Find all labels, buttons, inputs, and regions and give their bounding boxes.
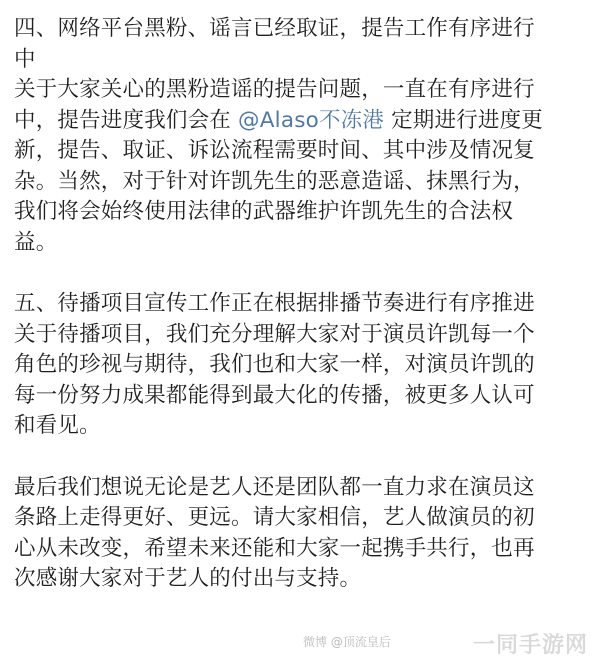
paragraph-5 bbox=[14, 289, 584, 442]
text-line: 杂。当然，对于针对许凯先生的恶意造谣、抹黑行为， bbox=[14, 168, 535, 194]
text-segment: 定期进行进度更 bbox=[384, 107, 543, 133]
paragraph-closing bbox=[14, 473, 584, 595]
document-body bbox=[14, 14, 584, 626]
text-line: 和看见。 bbox=[14, 413, 101, 438]
text-line: 关于大家关心的黑粉造谣的提告问题，一直在有序进行 bbox=[14, 77, 535, 102]
text-line: 次感谢大家对于艺人的付出与支持。 bbox=[14, 566, 362, 591]
text-line: 每一份努力成果都能得到最大化的传播，被更多人认可 bbox=[14, 382, 535, 408]
text-line: 五、待播项目宣传工作正在根据排播节奏进行有序推进 bbox=[14, 291, 535, 316]
text-line: 最后我们想说无论是艺人还是团队都一直力求在演员这 bbox=[14, 474, 535, 500]
text-line: 条路上走得更好、更远。请大家相信，艺人做演员的初 bbox=[14, 505, 535, 530]
text-line: 关于待播项目，我们充分理解大家对于演员许凯每一个 bbox=[14, 321, 535, 347]
text-line-with-mention bbox=[14, 106, 584, 137]
weibo-watermark: 微博 @顶流皇后 bbox=[303, 635, 391, 649]
text-line: 中 bbox=[14, 46, 36, 72]
text-line: 心从未改变，希望未来还能和大家一起携手共行，也再 bbox=[14, 535, 535, 561]
mention-link[interactable]: @Alaso不冻港 bbox=[238, 107, 385, 133]
text-line: 益。 bbox=[14, 229, 58, 255]
paragraph-4 bbox=[14, 14, 584, 258]
text-line: 我们将会始终使用法律的武器维护许凯先生的合法权 bbox=[14, 199, 514, 224]
text-line: 角色的珍视与期待，我们也和大家一样，对演员许凯的 bbox=[14, 352, 535, 377]
text-line: 四、网络平台黑粉、谣言已经取证，提告工作有序进行 bbox=[14, 16, 535, 41]
text-line: 新，提告、取证、诉讼流程需要时间、其中涉及情况复 bbox=[14, 138, 535, 163]
site-watermark: 一同手游网 bbox=[472, 633, 588, 658]
text-segment: 中，提告进度我们会在 bbox=[14, 107, 239, 133]
